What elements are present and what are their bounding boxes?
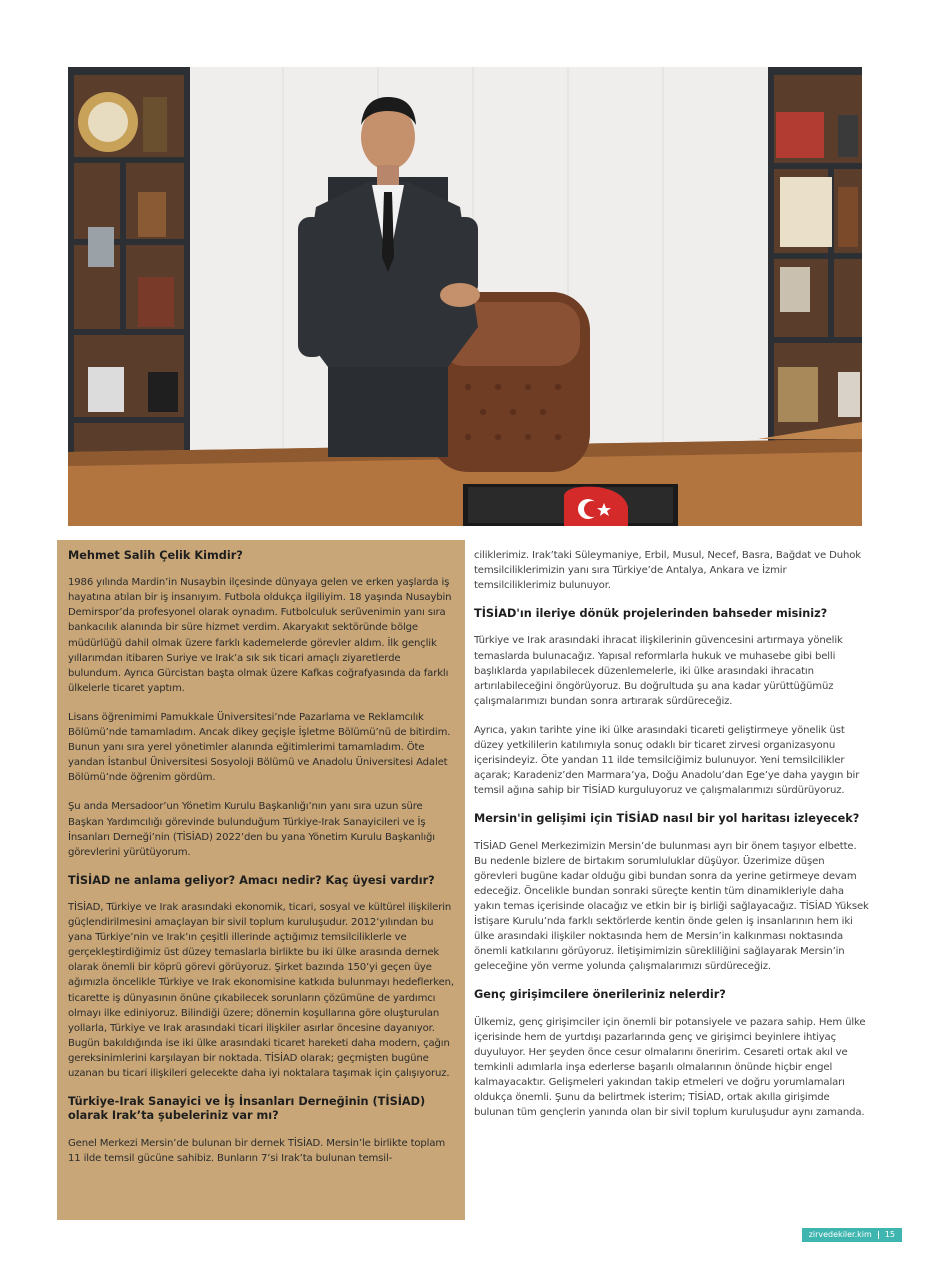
answer-paragraph: ciliklerimiz. Irak’taki Süleymaniye, Erbil, Musul, Necef, Basra, Bağdat ve Duhok temsilciliklerimizin yanı sıra Türkiye’de Antalya, Ankara ve İzmir temsilciliklerimiz bulunuyor. bbox=[474, 550, 861, 592]
question-heading: Mersin'in gelişimi için TİSİAD nasıl bir yol haritası izleyecek? bbox=[474, 812, 860, 826]
right-column bbox=[473, 548, 869, 1213]
left-column bbox=[57, 540, 465, 1220]
answer-paragraph: Ülkemiz, genç girişimciler için önemli bir potansiyele ve pazara sahip. Hem ülke içerisinde hem de yurtdışı pazarlarında genç ve girişimci beyinlere ihtiyaç duyuluyor. Her şeyden önce cesur olmalarını öneririm. Cesareti ortak akıl ve temkinli adımlarla inşa ederlerse başarılı olmalarının önünde hiçbir engel kalmayacaktır. Gelişmeleri yakından takip etmeleri ve doğru yorumlamaları oldukça önemli. Şunu da belirtmek isterim; TİSİAD, ortak akılla girişimde bulunan tüm gençlerin yanında olan bir sivil toplum kuruluşudur aynı zamanda. bbox=[474, 1016, 866, 1119]
answer-paragraph: 1986 yılında Mardin’in Nusaybin ilçesinde dünyaya gelen ve erken yaşlarda iş hayatına atılan bir iş insanıyım. Futbola oldukça ilgiliyim. 18 yaşında Nusaybin Demirspor’da profesyonel olarak oynadım. Futbolculuk serüvenimin yanı sıra bankacılık alanında bir süre hizmet verdim. Akaryakıt sektöründe bölge müdürlüğü dahil olmak üzere farklı kademelerde görevler aldım. İlk gençlik yıllarımdan itibaren Suriye ve Irak’a sık sık ticari amaçlı ziyaretlerde bulundum. Ayrıca Gürcistan başta olmak üzere Kafkas coğrafyasında da farklı ülkelerle ticaret yaptım. bbox=[68, 577, 452, 694]
office-photo-illustration bbox=[68, 67, 862, 526]
answer-paragraph: TİSİAD, Türkiye ve Irak arasındaki ekonomik, ticari, sosyal ve kültürel ilişkilerin güçlendirilmesini amaçlayan bir sivil toplum kuruluşudur. 2012’yılından bu yana Türkiye’nin ve Irak’ın çeşitli illerinde açtığımız temsilciliklerle ve gerçekleştirdiğimiz üst düzey temaslarla birlikte bu iki ülke arasında dernek olarak önemli bir köprü görevi görüyoruz. Şirket bazında 150’yi geçen üye ağımızla öncelikle Türkiye ve Irak ekonomisine katkıda bulunmayı hedeflerken, ticarette iş dünyasının önüne çıkabilecek sorunların çözümüne de yardımcı olmayı ilke ediniyoruz. Bilindiği üzere; dönemin koşullarına göre oluşturulan yollarla, Türkiye ve Irak arasındaki ticari ilişkiler asırlar öncesine dayanıyor. Bugün bakıldığında ise iki ülke arasındaki ticaret hareketi daha modern, çağın gereksinimlerini karşılayan bir noktada. TİSİAD olarak; geçmişten bugüne uzanan bu ticari ilişkileri gelecekte daha iyi noktalara taşımak için çalışıyoruz. bbox=[68, 902, 454, 1080]
footer-divider bbox=[878, 1231, 879, 1239]
question-heading: Mehmet Salih Çelik Kimdir? bbox=[68, 549, 243, 562]
portrait-photo bbox=[68, 67, 862, 526]
question-heading: TİSİAD'ın ileriye dönük projelerinden bahseder misiniz? bbox=[474, 607, 828, 621]
site-link[interactable]: zirvedekiler.kim bbox=[808, 1230, 872, 1239]
page-number: 15 bbox=[884, 1230, 895, 1239]
question-heading: TİSİAD ne anlama geliyor? Amacı nedir? Kaç üyesi vardır? bbox=[68, 873, 435, 887]
answer-paragraph: Türkiye ve Irak arasındaki ihracat ilişkilerinin güvencesini artırmaya yönelik temaslarda bulunacağız. Yapısal reformlarla hukuk ve muhasebe gibi belli başlıklarda yapılabilecek düzenlemelerle, iki ülke arasındaki ihracatın artırılabileceğini öngörüyoruz. Bu doğrultuda şu ana kadar yürüttüğümüz çalışmalarımızı bundan sonra artırarak sürdüreceğiz. bbox=[474, 635, 843, 707]
page-footer bbox=[802, 1228, 902, 1242]
answer-paragraph: Genel Merkezi Mersin’de bulunan bir dernek TİSİAD. Mersin’le birlikte toplam 11 ilde temsil gücüne sahibiz. Bunların 7’si Irak’ta bulunan temsil- bbox=[68, 1137, 446, 1164]
answer-paragraph: Şu anda Mersadoor’un Yönetim Kurulu Başkanlığı’nın yanı sıra uzun süre Başkan Yardımcılığı görevinde bulunduğum Türkiye-Irak Sanayicileri ve İş İnsanları Derneği’nin (TİSİAD) 2022’den bu yana Yönetim Kurulu Başkanlığı görevlerini yürütüyorum. bbox=[68, 801, 435, 858]
answer-paragraph: Ayrıca, yakın tarihte yine iki ülke arasındaki ticareti geliştirmeye yönelik üst düzey yetkililerin katılımıyla sonuç odaklı bir ticaret zirvesi organizasyonu içerisindeyiz. Öte yandan 11 ilde temsilciğimiz bulunuyor. Yeni temsilcilikler açarak; Karadeniz’den Marmara’ya, Doğu Anadolu’dan Ege’ye daha yaygın bir temsil ağına sahip bir TİSİAD kurguluyoruz ve çalışmalarımızı sürdürüyoruz. bbox=[474, 724, 860, 797]
question-heading: Genç girişimcilere önerileriniz nelerdir? bbox=[474, 988, 726, 1002]
answer-paragraph: Lisans öğrenimimi Pamukkale Üniversitesi’nde Pazarlama ve Reklamcılık Bölümü’nde tamamladım. Ancak dikey geçişle İşletme Bölümü’nü de bitirdim. Bunun yanı sıra yerel yönetimler alanında eğitimlerimi tamamladım. Öte yandan İstanbul Üniversitesi Sosyoloji Bölümü ve Anadolu Üniversitesi Adalet Bölümü’nde öğrenim gördüm. bbox=[68, 711, 451, 784]
answer-paragraph: TİSİAD Genel Merkezimizin Mersin’de bulunması ayrı bir önem taşıyor elbette. Bu nedenle bizlere de birtakım sorumluluklar düşüyor. Üzerimize düşen görevleri bugüne kadar olduğu gibi bundan sonra da yerine getirmeye devam edeceğiz. Öncelikle bundan sonraki süreçte kentin tüm dinamikleriyle daha yakın temas içerisinde olacağız ve etkin bir iş birliği sağlayacağız. TİSİAD Yüksek İstişare Kurulu’nda farklı sektörlerde kentin önde gelen iş insanlarının hem iki ülke arasındaki ilişkiler noktasında hem de Mersin’in kalkınması noktasında önemli katkılarını görüyoruz. İletişimimizin sürekliliğini sağlayarak Mersin’in geleceğine yön verme yolunda çalışmalarımızı sürdüreceğiz. bbox=[474, 840, 869, 973]
question-heading: Türkiye-Irak Sanayici ve İş İnsanları Derneğinin (TİSİAD) olarak Irak’ta şubeleriniz var mı? bbox=[68, 1095, 426, 1123]
